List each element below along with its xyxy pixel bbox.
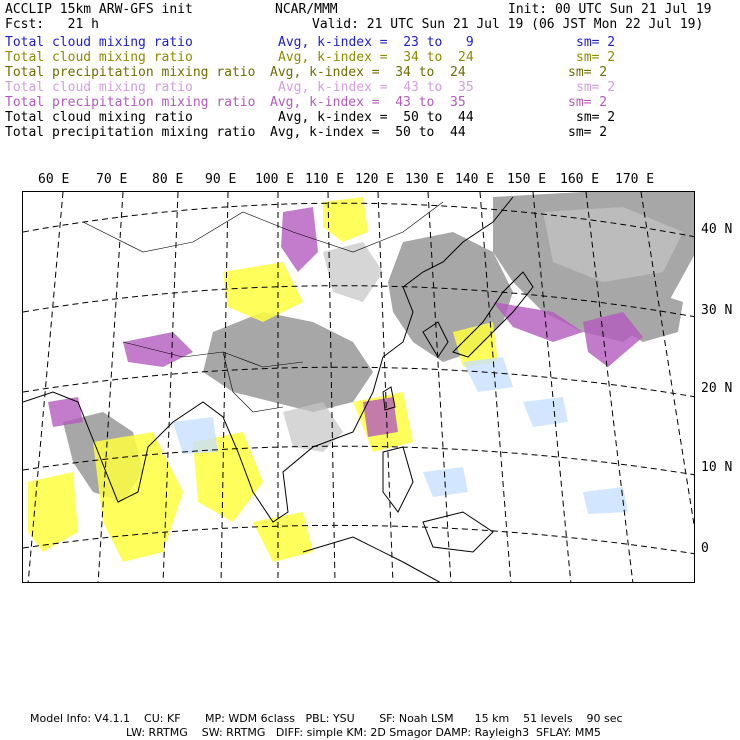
field-avg: Avg, k-index = 50 to 44	[278, 110, 474, 125]
field-name: Total cloud mixing ratio	[5, 50, 193, 65]
field-sm: sm= 2	[576, 35, 616, 50]
field-sm: sm= 2	[568, 125, 608, 140]
field-avg: Avg, k-index = 50 to 44	[270, 125, 466, 140]
field-name: Total cloud mixing ratio	[5, 80, 193, 95]
model-info-line2: LW: RRTMG SW: RRTMG DIFF: simple KM: 2D Smagor DAMP: Rayleigh3 SFLAY: MM5	[126, 726, 601, 739]
field-name: Total precipitation mixing ratio	[5, 95, 256, 110]
lon-label: 140 E	[455, 172, 495, 187]
lon-label: 160 E	[560, 172, 600, 187]
model-info-line1: Model Info: V4.1.1 CU: KF MP: WDM 6class PBL: YSU SF: Noah LSM 15 km 51 levels 90 sec	[30, 712, 623, 725]
field-avg: Avg, k-index = 43 to 35	[270, 95, 466, 110]
map-canvas	[23, 192, 695, 583]
forecast-hour: Fcst: 21 h	[5, 17, 99, 32]
field-sm: sm= 2	[568, 65, 608, 80]
lon-label: 150 E	[507, 172, 547, 187]
lon-label: 120 E	[355, 172, 395, 187]
field-sm: sm= 2	[576, 110, 616, 125]
field-name: Total precipitation mixing ratio	[5, 125, 256, 140]
lon-label: 100 E	[255, 172, 295, 187]
lon-label: 80 E	[152, 172, 184, 187]
lat-label: 0	[701, 541, 709, 556]
field-name: Total cloud mixing ratio	[5, 110, 193, 125]
org-label: NCAR/MMM	[275, 2, 338, 17]
lat-label: 10 N	[701, 460, 733, 475]
map-panel	[22, 191, 695, 583]
lat-label: 40 N	[701, 222, 733, 237]
field-sm: sm= 2	[576, 80, 616, 95]
lon-label: 110 E	[305, 172, 345, 187]
field-avg: Avg, k-index = 43 to 35	[278, 80, 474, 95]
model-title: ACCLIP 15km ARW-GFS init	[5, 2, 193, 17]
field-sm: sm= 2	[568, 95, 608, 110]
field-sm: sm= 2	[576, 50, 616, 65]
lon-label: 70 E	[96, 172, 128, 187]
valid-time: Valid: 21 UTC Sun 21 Jul 19 (06 JST Mon 22 Jul 19)	[312, 17, 704, 32]
lon-label: 130 E	[405, 172, 445, 187]
lat-label: 30 N	[701, 303, 733, 318]
field-name: Total cloud mixing ratio	[5, 35, 193, 50]
field-avg: Avg, k-index = 34 to 24	[270, 65, 466, 80]
init-time: Init: 00 UTC Sun 21 Jul 19	[508, 2, 712, 17]
field-avg: Avg, k-index = 23 to 9	[278, 35, 474, 50]
lat-label: 20 N	[701, 381, 733, 396]
lon-label: 170 E	[615, 172, 655, 187]
lon-label: 60 E	[38, 172, 70, 187]
lon-label: 90 E	[205, 172, 237, 187]
field-avg: Avg, k-index = 34 to 24	[278, 50, 474, 65]
field-name: Total precipitation mixing ratio	[5, 65, 256, 80]
